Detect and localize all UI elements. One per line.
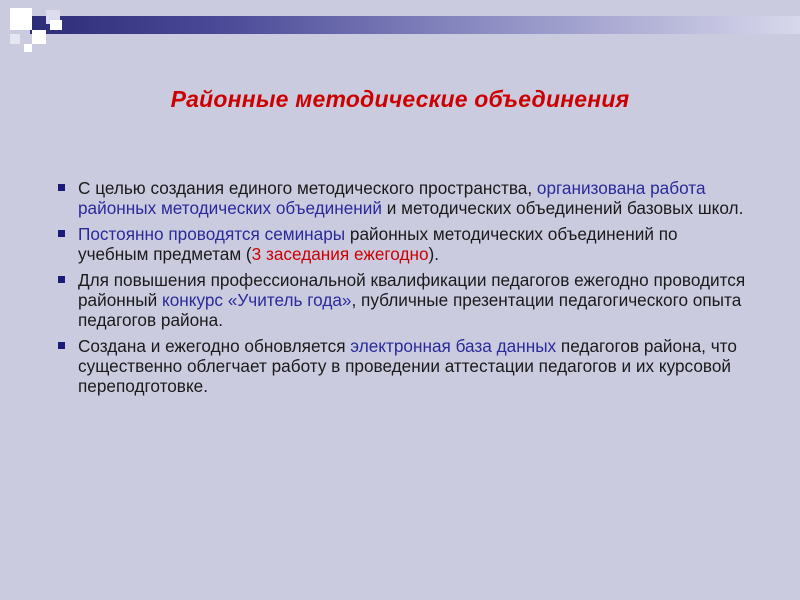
highlighted-text: Постоянно проводятся семинары: [78, 224, 346, 244]
bullet-text-part: , публичные презентации педагогического опыта педагогов района.: [78, 290, 742, 330]
decoration-square: [10, 8, 32, 30]
bullet-text-part: Создана и ежегодно обновляется: [78, 336, 351, 356]
bullet-text-part: Для повышения профессиональной квалификации педагогов ежегодно проводится районный: [78, 270, 746, 310]
bullet-square-icon: [58, 276, 65, 283]
bullet-text-part: районных методических объединений по учебным предметам (: [78, 224, 678, 264]
bullet-square-icon: [58, 342, 65, 349]
bullet-item: [58, 224, 748, 264]
slide-title: Районные методические объединения: [170, 86, 630, 112]
decoration-square: [10, 34, 20, 44]
highlighted-text: конкурс «Учитель года»: [162, 290, 352, 310]
bullet-item: [58, 336, 748, 396]
bullet-text-part: ).: [428, 244, 440, 264]
decoration-square: [50, 20, 62, 30]
bullet-text-part: С целью создания единого методического пространства,: [78, 178, 537, 198]
highlighted-text-red: 3 заседания ежегодно: [251, 244, 429, 264]
bullet-item: [58, 270, 748, 330]
highlighted-text: организована работа районных методических объединений: [78, 178, 706, 218]
bullet-text-part: и методических объединений базовых школ.: [382, 198, 744, 218]
bullet-list: [58, 178, 748, 402]
bullet-square-icon: [58, 230, 65, 237]
bullet-text-part: педагогов района, что существенно облегчает работу в проведении аттестации педагогов и их курсовой переподготовке.: [78, 336, 737, 396]
bullet-square-icon: [58, 184, 65, 191]
highlighted-text: электронная база данных: [350, 336, 557, 356]
decoration-square: [24, 44, 32, 52]
decoration-square: [32, 30, 46, 44]
header-decoration-band: [30, 16, 800, 34]
bullet-item: [58, 178, 748, 218]
